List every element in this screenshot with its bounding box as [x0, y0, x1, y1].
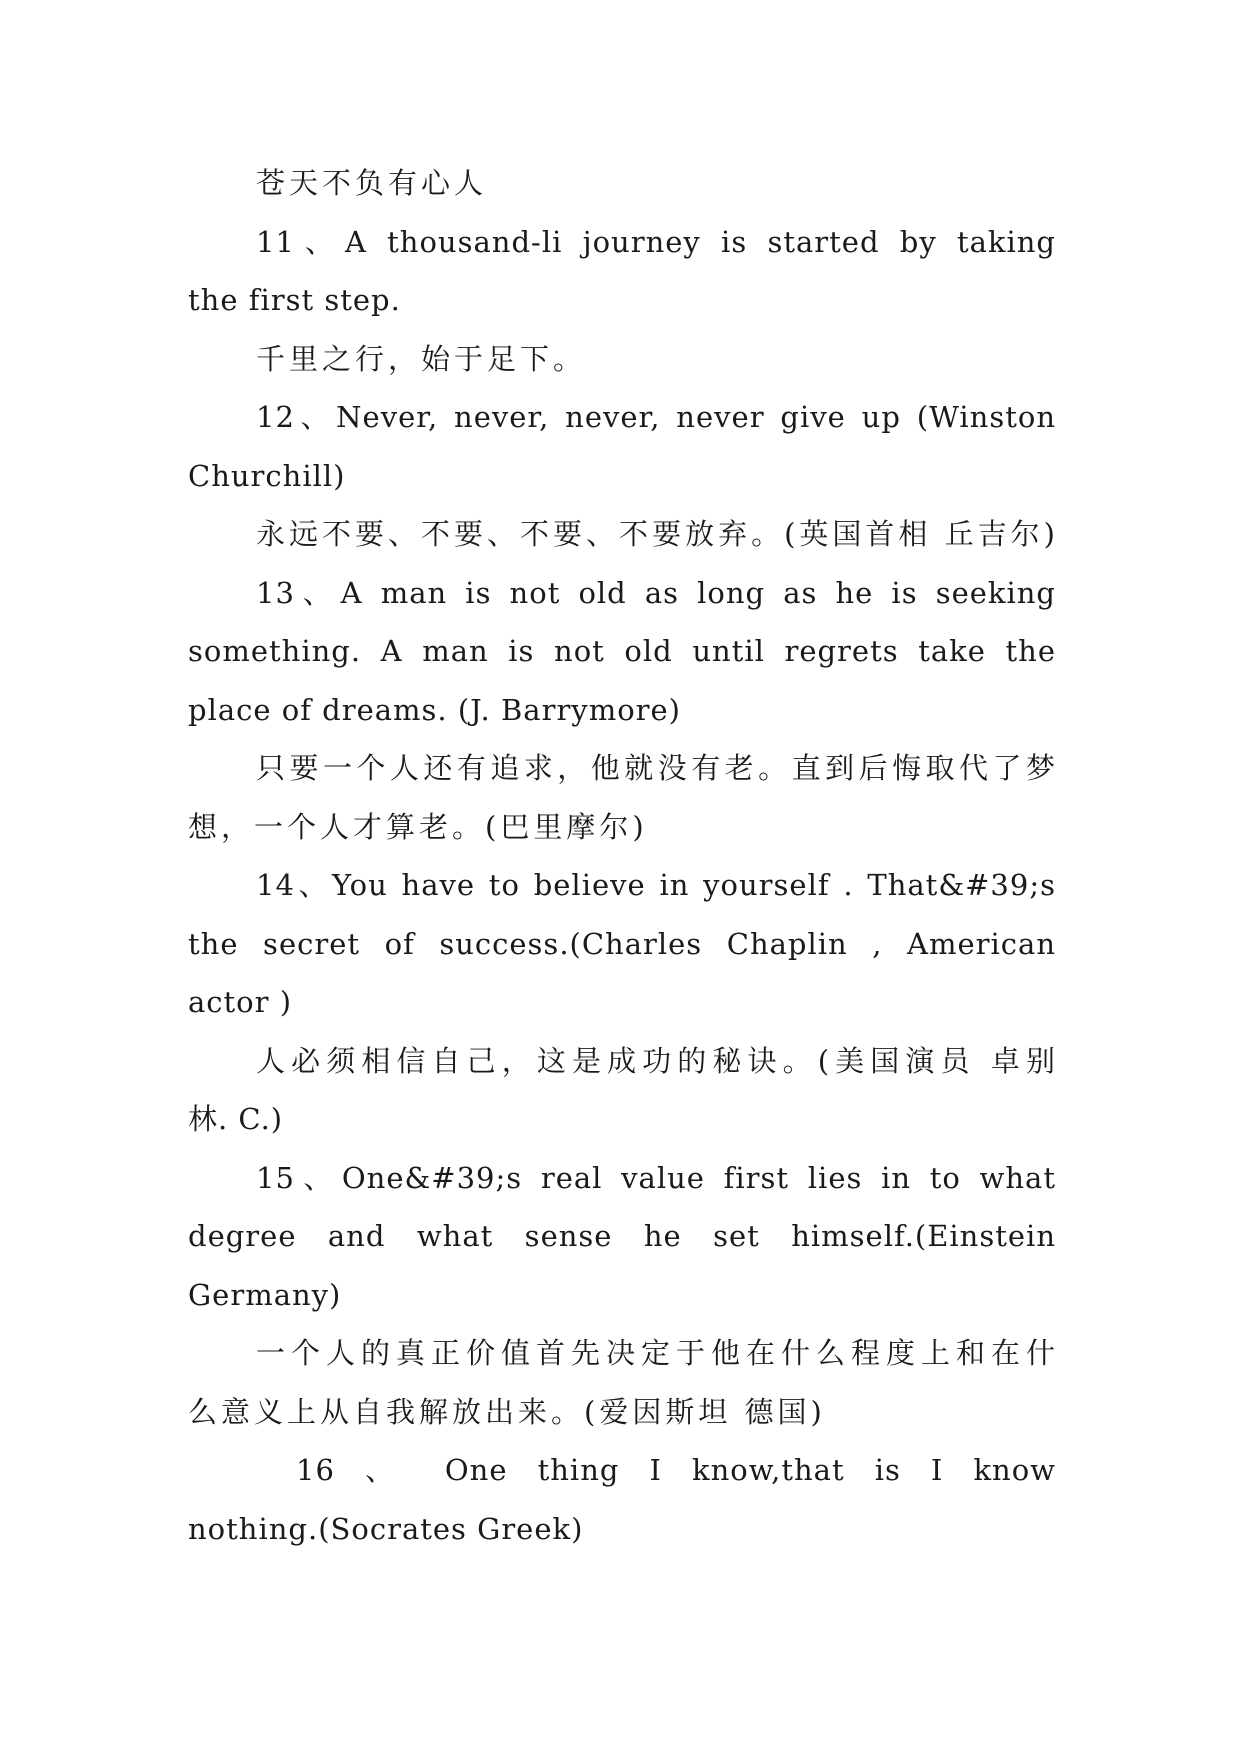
- paragraph-line: 千里之行，始于足下。: [256, 341, 587, 376]
- paragraph-line: 想，一个人才算老。(巴里摩尔): [188, 809, 648, 844]
- paragraph-line: actor ): [188, 985, 293, 1019]
- paragraph-line: 么意义上从自我解放出来。(爱因斯坦 德国): [188, 1394, 826, 1429]
- paragraph-line: 15、One&#39;s real value first lies in to what: [256, 1160, 1056, 1195]
- paragraph-line: 永远不要、不要、不要、不要放弃。(英国首相 丘吉尔): [256, 517, 1056, 551]
- paragraph-line: place of dreams. (J. Barrymore): [188, 692, 681, 727]
- paragraph-line: degree and what sense he set himself.(Einstein: [188, 1219, 1056, 1253]
- paragraph-line: Churchill): [188, 458, 346, 493]
- paragraph-line: Germany): [188, 1277, 342, 1312]
- paragraph-line: 14、You have to believe in yourself . That&#39;s: [256, 868, 1056, 902]
- paragraph-line: 人必须相信自己，这是成功的秘诀。(美国演员 卓别: [256, 1043, 1056, 1078]
- paragraph-line: 12、Never, never, never, never give up (Winston: [256, 400, 1056, 434]
- paragraph-line: 林. C.): [188, 1102, 284, 1136]
- paragraph-line: the secret of success.(Charles Chaplin , American: [188, 926, 1056, 961]
- paragraph-line: something. A man is not old until regrets take the: [188, 634, 1056, 668]
- paragraph-line: 16 、 One thing I know,that is I know: [296, 1453, 1056, 1487]
- paragraph-line: the first step.: [188, 283, 401, 317]
- paragraph-line: 11、A thousand-li journey is started by taking: [256, 224, 1056, 259]
- paragraph-line: 苍天不负有心人: [256, 166, 488, 200]
- paragraph-line: 13、A man is not old as long as he is seeking: [256, 575, 1056, 610]
- document-page: [188, 154, 1056, 1558]
- paragraph-line: 一个人的真正价值首先决定于他在什么程度上和在什: [256, 1336, 1056, 1370]
- paragraph-line: 只要一个人还有追求，他就没有老。直到后悔取代了梦: [256, 751, 1056, 785]
- paragraph-line: nothing.(Socrates Greek): [188, 1511, 584, 1546]
